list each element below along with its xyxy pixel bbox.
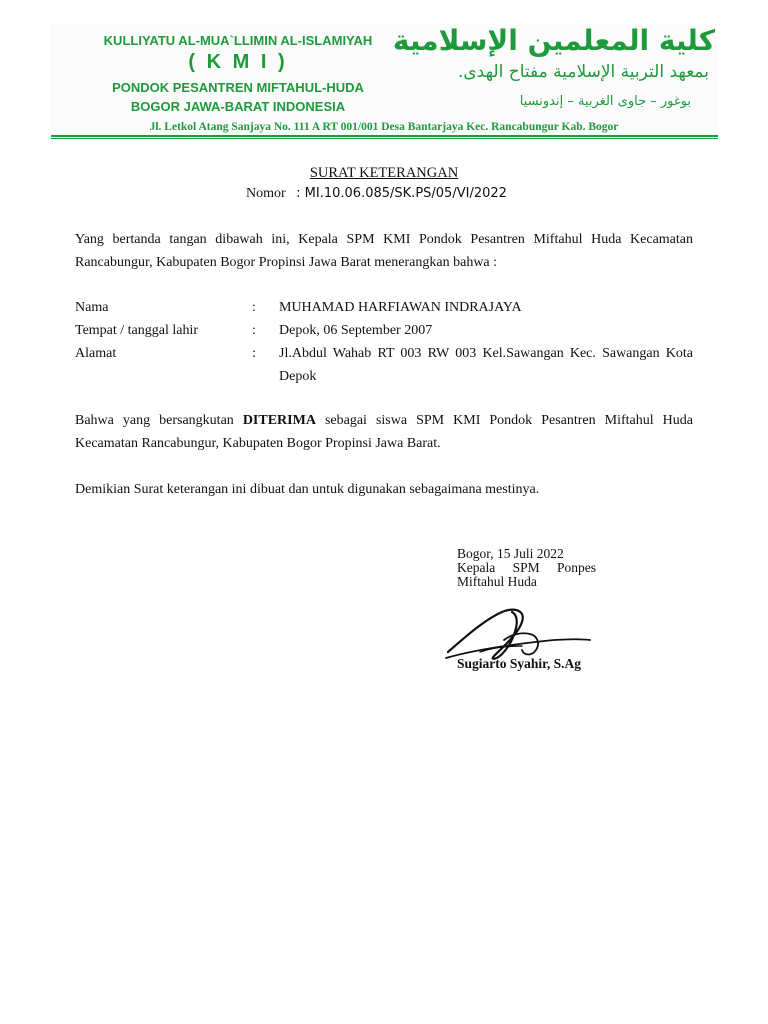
closing-paragraph: Demikian Surat keterangan ini dibuat dan untuk digunakan sebagaimana mestinya.: [75, 482, 540, 497]
letterhead: [51, 24, 717, 136]
signature-organization: Miftahul Huda: [457, 574, 537, 589]
document-number-value: : MI.10.06.085/SK.PS/05/VI/2022: [296, 186, 507, 201]
document-title: SURAT KETERANGAN: [309, 165, 459, 181]
field-label: Alamat: [75, 346, 117, 361]
arabic-institution-name: كلية المعلمين الإسلامية: [392, 24, 715, 57]
field-value: Jl.Abdul Wahab RT 003 RW 003 Kel.Sawangan Kec. Sawangan Kota Depok: [279, 346, 693, 384]
institution-location: BOGOR JAWA-BARAT INDONESIA: [130, 99, 346, 114]
pesantren-name: PONDOK PESANTREN MIFTAHUL-HUDA: [112, 80, 364, 95]
signature-place-date: Bogor, 15 Juli 2022: [457, 546, 564, 561]
acceptance-text-post: sebagai siswa SPM KMI Pondok Pesantren Miftahul Huda Kecamatan Rancabungur, Kabupaten Bogor Propinsi Jawa Barat.: [75, 413, 693, 451]
intro-paragraph: Yang bertanda tangan dibawah ini, Kepala SPM KMI Pondok Pesantren Miftahul Huda Kecamatan Rancabungur, Kabupaten Bogor Propinsi Jawa Barat menerangkan bahwa :: [75, 232, 693, 270]
acceptance-status: DITERIMA: [242, 413, 316, 428]
institution-acronym: ( K M I ): [188, 51, 288, 73]
institution-name: KULLIYATU AL-MUA`LLIMIN AL-ISLAMIYAH: [103, 33, 373, 48]
acceptance-text-pre: Bahwa yang bersangkutan: [75, 413, 243, 428]
institution-address: Jl. Letkol Atang Sanjaya No. 111 A RT 001/001 Desa Bantarjaya Kec. Rancabungur Kab. Bogor: [149, 121, 619, 133]
field-separator: :: [252, 323, 256, 338]
acceptance-paragraph: [75, 409, 693, 455]
field-label: Tempat / tanggal lahir: [75, 323, 199, 338]
signature-role: Kepala SPM Ponpes: [457, 560, 596, 575]
arabic-pesantren-name: بمعهد التربية الإسلامية مفتاح الهدى.: [457, 62, 709, 82]
field-value: Depok, 06 September 2007: [279, 323, 433, 338]
document-number-label: Nomor: [246, 186, 286, 201]
field-value: MUHAMAD HARFIAWAN INDRAJAYA: [279, 300, 522, 315]
field-separator: :: [252, 346, 256, 361]
field-separator: :: [252, 300, 256, 315]
signatory-name: Sugiarto Syahir, S.Ag: [457, 656, 582, 671]
letterhead-rule-thin: [51, 138, 718, 139]
document-number: [246, 182, 507, 205]
letterhead-rule: [51, 135, 718, 137]
field-label: Nama: [75, 300, 109, 315]
arabic-location: بوغور – جاوى الغربية – إندونسيا: [519, 94, 691, 109]
